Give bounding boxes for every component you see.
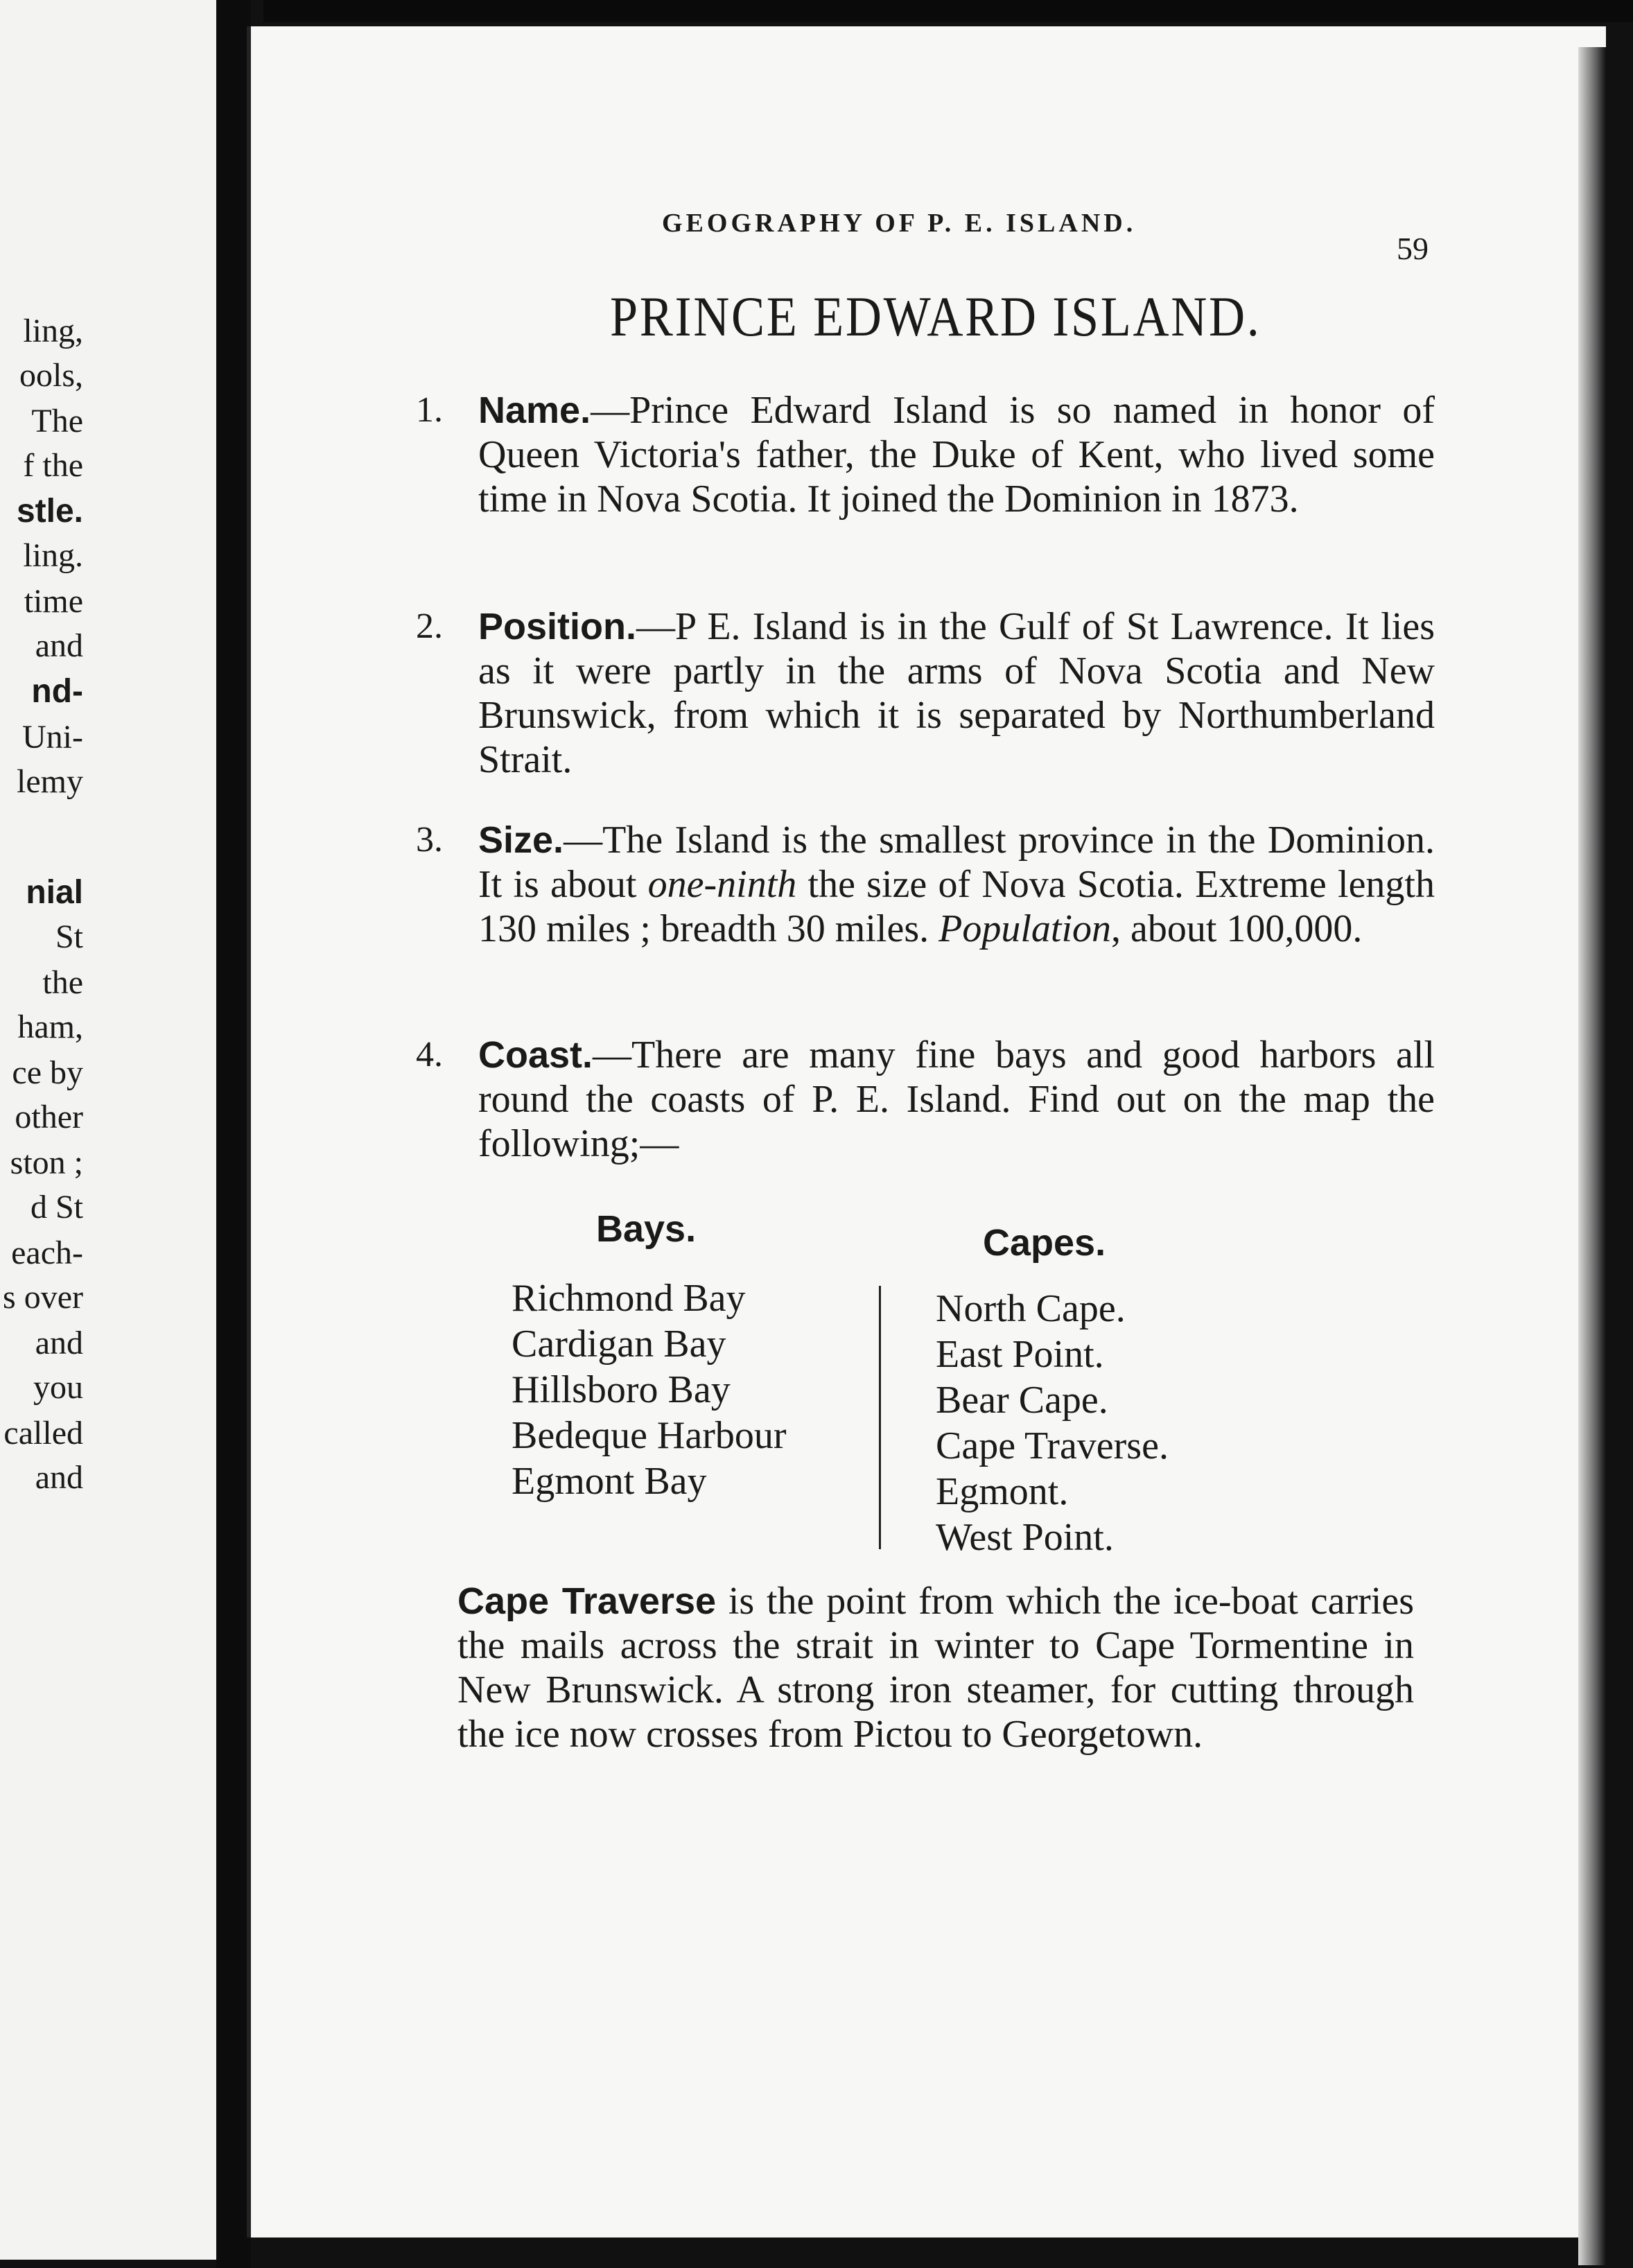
section-number: 2. [416, 607, 443, 646]
paragraph-heading: Cape Traverse [457, 1580, 717, 1622]
section-heading: Name. [478, 390, 591, 431]
running-head: GEOGRAPHY OF P. E. ISLAND. [662, 209, 1137, 238]
section-heading: Position. [478, 606, 636, 647]
section-heading: Size. [478, 819, 564, 861]
cape-item: Egmont. [936, 1470, 1069, 1513]
section-size [416, 818, 1435, 951]
left-page-line: stle. [16, 493, 83, 530]
cape-item: West Point. [936, 1516, 1114, 1559]
cape-traverse-paragraph [457, 1579, 1414, 1756]
left-page-line: called [3, 1415, 83, 1451]
left-page-line: time [24, 583, 83, 620]
page-title: PRINCE EDWARD ISLAND. [610, 285, 1261, 348]
section-text [478, 1033, 1435, 1166]
section-name [416, 388, 1435, 521]
left-page-line: and [35, 1325, 83, 1361]
bays-list [512, 1275, 787, 1504]
left-page-line: and [35, 1459, 83, 1496]
section-heading: Coast. [478, 1034, 593, 1076]
left-page-line: nial [26, 874, 83, 911]
bay-item: Hillsboro Bay [512, 1368, 731, 1411]
left-page-line: and [35, 627, 83, 664]
capes-list [936, 1286, 1169, 1560]
section-body: the size of Nova Scotia. Extreme length 130 miles ; breadth 30 miles. [478, 863, 1435, 950]
paragraph-body: is the point from which the ice-boat carries the mails across the strait in winter to Cape Tormentine in New Brunswick. A strong iron steamer, for cutting through the ice now crosses from Pictou to Georgetown. [457, 1580, 1414, 1756]
left-page-line: nd- [31, 673, 83, 710]
column-divider [879, 1286, 881, 1549]
section-number: 1. [416, 390, 443, 430]
page-number: 59 [1397, 231, 1429, 266]
book-spine [216, 0, 251, 2268]
cape-item: Cape Traverse. [936, 1424, 1169, 1467]
section-coast [416, 1033, 1435, 1166]
section-body: —The Island is the smallest province in the Dominion. It is about [478, 819, 1435, 906]
left-page-line: s over [3, 1279, 83, 1316]
left-page-line: lemy [17, 763, 83, 800]
emphasis-fraction: one-ninth [647, 863, 797, 906]
section-body: , about 100,000. [1111, 907, 1363, 950]
section-number: 4. [416, 1035, 443, 1074]
emphasis-population: Population [938, 907, 1112, 950]
cape-item: North Cape. [936, 1287, 1126, 1330]
bays-heading: Bays. [596, 1208, 697, 1250]
section-number: 3. [416, 820, 443, 860]
section-body: —Prince Edward Island is so named in honor of Queen Victoria's father, the Duke of Kent, who lived some time in Nova Scotia. It joined the Dominion in 1873. [478, 389, 1435, 521]
left-page-line: each- [11, 1235, 83, 1271]
left-page-line: d St [30, 1189, 83, 1225]
bay-item: Egmont Bay [512, 1460, 707, 1503]
left-page-line: other [15, 1099, 83, 1135]
section-text [478, 818, 1435, 951]
bay-item: Cardigan Bay [512, 1323, 726, 1366]
section-body: —There are many fine bays and good harbors all round the coasts of P. E. Island. Find out on the map the following;— [478, 1033, 1435, 1165]
bay-item: Bedeque Harbour [512, 1414, 787, 1457]
left-page-line: ling. [23, 537, 83, 574]
left-page-line: f the [23, 447, 83, 484]
bay-item: Richmond Bay [512, 1277, 746, 1320]
cape-item: East Point. [936, 1333, 1104, 1376]
section-text [478, 604, 1435, 782]
section-text [478, 388, 1435, 521]
section-position [416, 604, 1435, 782]
capes-heading: Capes. [983, 1222, 1106, 1264]
page-edge [1578, 47, 1606, 2265]
left-page-line: Uni- [22, 719, 83, 756]
left-page-text [0, 0, 83, 2260]
cape-item: Bear Cape. [936, 1379, 1108, 1422]
left-page-line: you [33, 1369, 83, 1406]
left-page-line: The [31, 403, 83, 439]
left-page-line: ce by [12, 1054, 83, 1091]
scan-border [263, 0, 1633, 22]
left-page-line: ools, [19, 357, 83, 394]
left-page-line: ston ; [10, 1144, 83, 1181]
left-page-line: ham, [17, 1009, 83, 1045]
left-page-line: St [55, 918, 83, 955]
left-page-line: ling, [23, 313, 83, 349]
left-page-line: the [42, 964, 83, 1001]
left-page [0, 0, 230, 2260]
section-body: —P E. Island is in the Gulf of St Lawrence. It lies as it were partly in the arms of Nova Scotia and New Brunswick, from which it is separated by Northumberland Strait. [478, 605, 1435, 781]
